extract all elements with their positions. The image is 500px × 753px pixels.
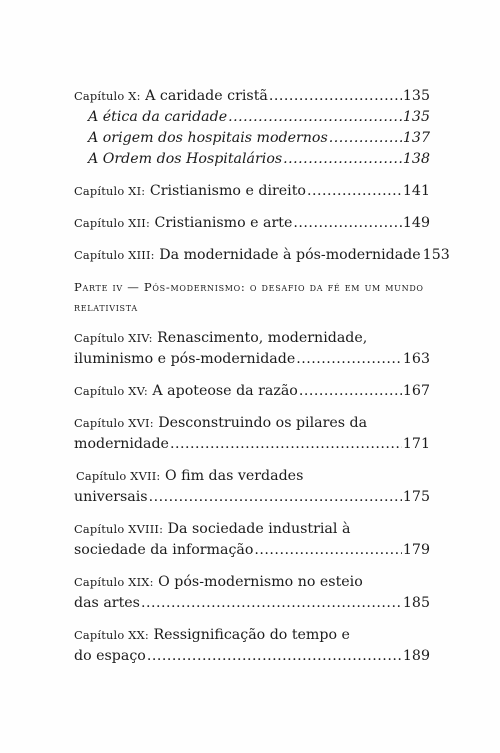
- toc-entry-chapter-xviii: [74, 519, 430, 540]
- chapter-title-continued: universais: [74, 489, 148, 505]
- chapter-title-continued: das artes: [74, 595, 140, 611]
- dot-leader: [307, 181, 402, 202]
- toc-subentry: [74, 107, 430, 128]
- page-number: 185: [402, 595, 430, 611]
- chapter-label: Capítulo XX:: [74, 628, 149, 642]
- toc-entry-chapter-xvii: [74, 466, 430, 487]
- chapter-title-continued: iluminismo e pós-modernidade: [74, 351, 296, 367]
- chapter-title: O fim das verdades: [160, 468, 304, 484]
- page-number: 175: [402, 489, 430, 505]
- dot-leader: [269, 86, 402, 107]
- dot-leader: [329, 128, 402, 149]
- chapter-label: Capítulo XIII:: [74, 248, 155, 262]
- chapter-label: Capítulo XVIII:: [74, 522, 164, 536]
- page-number: 135: [402, 109, 430, 125]
- chapter-label: Capítulo XV:: [74, 384, 148, 398]
- page-number: 135: [402, 88, 430, 104]
- toc-entry-chapter-xiii: [74, 245, 450, 266]
- dot-leader: [147, 646, 402, 667]
- chapter-label: Capítulo XI:: [74, 184, 146, 198]
- subentry-title: A Ordem dos Hospitalários: [88, 151, 283, 167]
- chapter-title: O pós-modernismo no esteio: [153, 574, 363, 590]
- dot-leader: [254, 540, 402, 561]
- chapter-title: Da modernidade à pós-modernidade: [154, 247, 421, 263]
- dot-leader: [228, 107, 402, 128]
- dot-leader: [170, 434, 402, 455]
- toc-entry-continuation: [74, 349, 430, 370]
- toc-entry-continuation: [74, 540, 430, 561]
- toc-entry-continuation: [74, 646, 430, 667]
- toc-entry-chapter-xiv: [74, 328, 430, 349]
- chapter-title: Renascimento, modernidade,: [152, 330, 368, 346]
- page-number: 163: [402, 351, 430, 367]
- page-number: 179: [402, 542, 430, 558]
- chapter-title-continued: sociedade da informação: [74, 542, 254, 558]
- subentry-title: A ética da caridade: [88, 109, 228, 125]
- page-number: 189: [402, 648, 430, 664]
- part-heading: Parte iv — Pós-modernismo: o desafio da fé em um mundo relativista: [74, 280, 424, 314]
- toc-entry-chapter-xx: [74, 625, 430, 646]
- toc-entry-chapter-xv: [74, 381, 430, 402]
- page-number: 153: [422, 247, 450, 263]
- toc-entry-chapter-xvi: [74, 413, 430, 434]
- page-number: 171: [402, 436, 430, 452]
- chapter-label: Capítulo XVII:: [76, 469, 161, 483]
- dot-leader: [296, 349, 402, 370]
- toc-subentry: [74, 149, 430, 170]
- chapter-label: Capítulo XIX:: [74, 575, 154, 589]
- toc-entry-chapter-xi: [74, 181, 430, 202]
- toc-entry-continuation: [74, 434, 430, 455]
- chapter-title: Da sociedade industrial à: [163, 521, 351, 537]
- page-number: 141: [402, 183, 430, 199]
- chapter-title: A apoteose da razão: [147, 383, 298, 399]
- toc-subentry: [74, 128, 430, 149]
- toc-entry-chapter-xix: [74, 572, 430, 593]
- toc-entry-chapter-x: [74, 86, 430, 107]
- chapter-title: Cristianismo e direito: [145, 183, 306, 199]
- toc-entry-continuation: [74, 487, 430, 508]
- page-number: 149: [402, 215, 430, 231]
- dot-leader: [299, 381, 402, 402]
- page-number: 167: [402, 383, 430, 399]
- dot-leader: [293, 213, 402, 234]
- chapter-title-continued: modernidade: [74, 436, 169, 452]
- chapter-label: Capítulo XVI:: [74, 416, 154, 430]
- dot-leader: [283, 149, 402, 170]
- chapter-label: Capítulo XII:: [74, 216, 151, 230]
- chapter-title-continued: do espaço: [74, 648, 146, 664]
- chapter-title: A caridade cristã: [140, 88, 268, 104]
- chapter-label: Capítulo XIV:: [74, 331, 153, 345]
- chapter-label: Capítulo X:: [74, 89, 141, 103]
- dot-leader: [141, 593, 402, 614]
- chapter-title: Cristianismo e arte: [150, 215, 293, 231]
- chapter-title: Desconstruindo os pilares da: [153, 415, 368, 431]
- page-number: 138: [402, 151, 430, 167]
- toc-entry-chapter-xii: [74, 213, 430, 234]
- subentry-title: A origem dos hospitais modernos: [88, 130, 328, 146]
- page-number: 137: [402, 130, 430, 146]
- toc-entry-continuation: [74, 593, 430, 614]
- table-of-contents: [74, 86, 450, 667]
- dot-leader: [149, 487, 402, 508]
- chapter-title: Ressignificação do tempo e: [148, 627, 350, 643]
